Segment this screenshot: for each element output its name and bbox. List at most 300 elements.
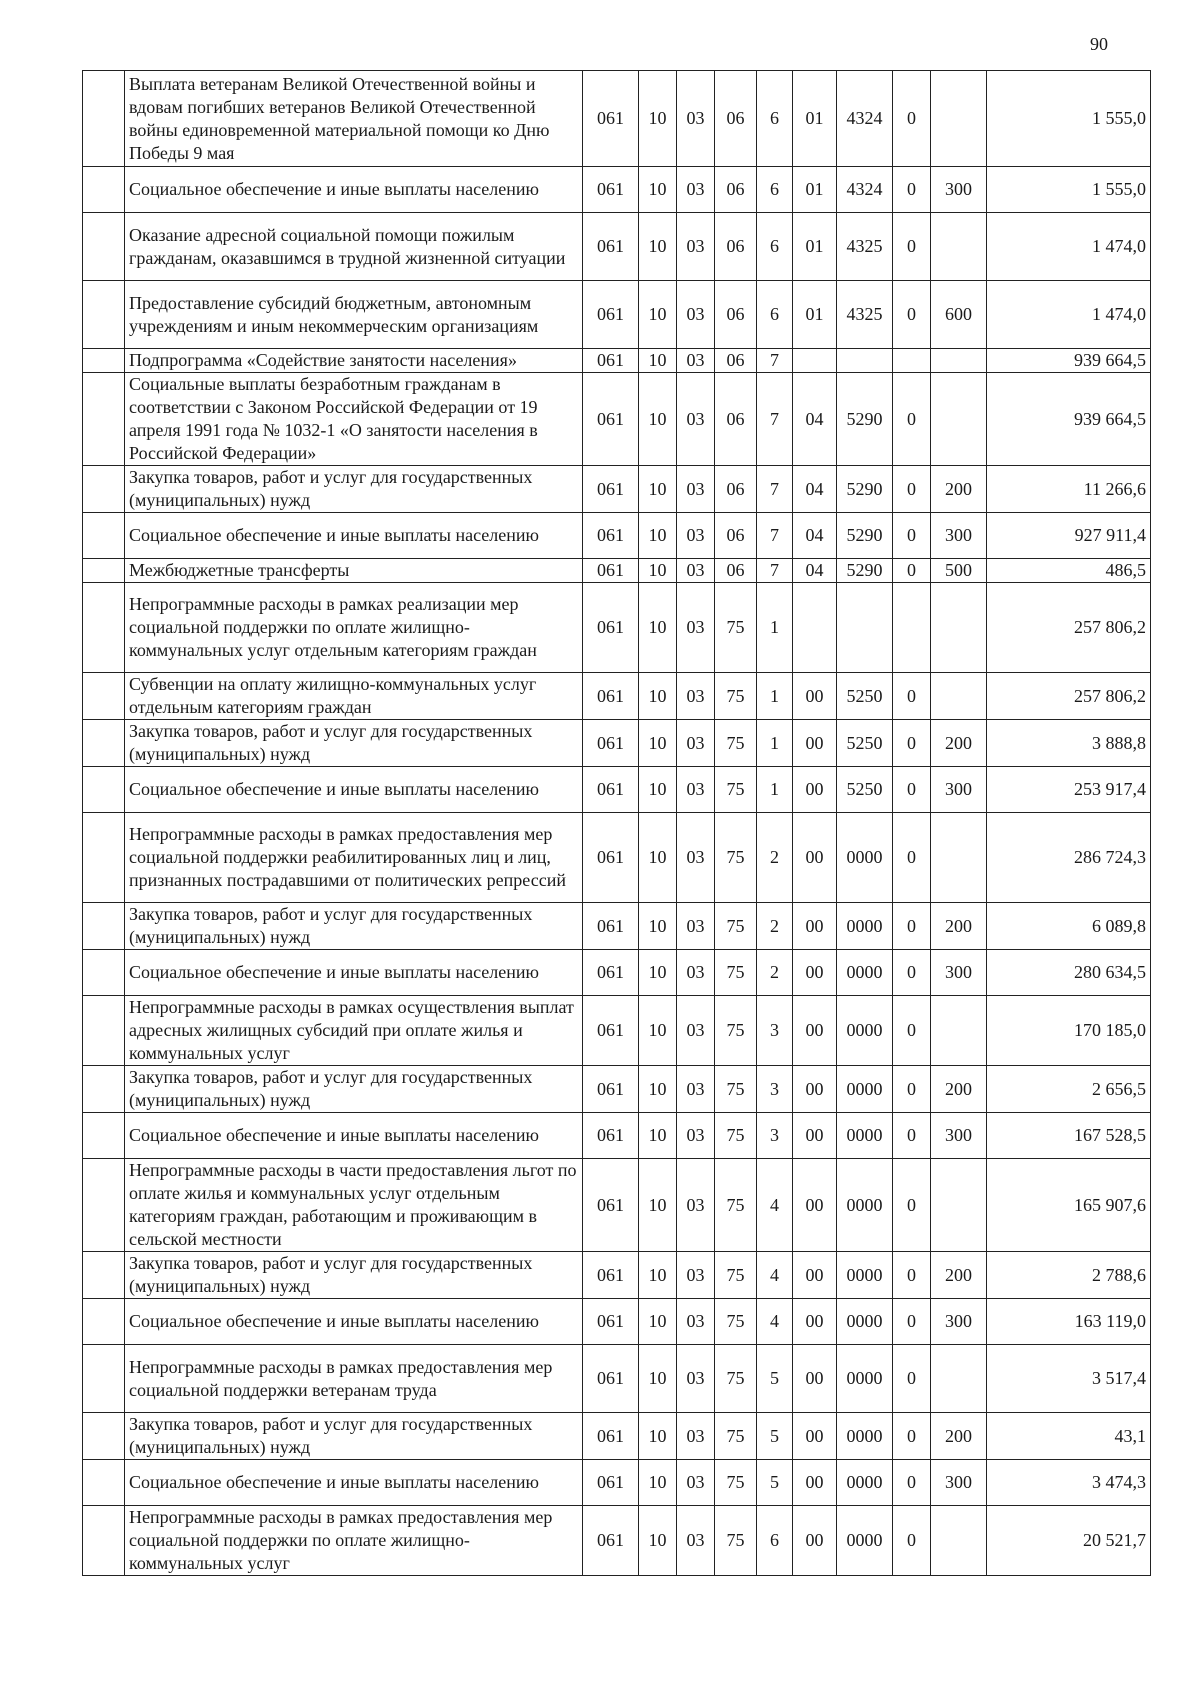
row-description: Закупка товаров, работ и услуг для государственных (муниципальных) нужд [125, 1252, 583, 1299]
program-code: 06 [715, 513, 757, 559]
table-row [83, 813, 1151, 903]
measure-code: 00 [793, 1345, 837, 1413]
subsection-code: 03 [677, 1299, 715, 1345]
subdirection-code: 0 [893, 1159, 931, 1252]
direction-code [837, 583, 893, 673]
subdirection-code: 0 [893, 559, 931, 583]
subsection-code: 03 [677, 1506, 715, 1576]
section-code: 10 [639, 1252, 677, 1299]
row-number-cell [83, 71, 125, 167]
subprogram-code: 7 [757, 559, 793, 583]
row-number-cell [83, 767, 125, 813]
subprogram-code: 1 [757, 673, 793, 720]
subprogram-code: 1 [757, 720, 793, 767]
subdirection-code: 0 [893, 513, 931, 559]
section-code: 10 [639, 720, 677, 767]
section-code: 10 [639, 1460, 677, 1506]
subdirection-code: 0 [893, 1113, 931, 1159]
row-description: Социальное обеспечение и иные выплаты населению [125, 1299, 583, 1345]
admin-code: 061 [583, 466, 639, 513]
subdirection-code: 0 [893, 1252, 931, 1299]
table-row [83, 1252, 1151, 1299]
program-code: 75 [715, 813, 757, 903]
subdirection-code: 0 [893, 903, 931, 950]
expense-type-code: 300 [931, 950, 987, 996]
subdirection-code: 0 [893, 767, 931, 813]
row-description: Предоставление субсидий бюджетным, автономным учреждениям и иным некоммерческим организациям [125, 281, 583, 349]
row-description: Закупка товаров, работ и услуг для государственных (муниципальных) нужд [125, 466, 583, 513]
subsection-code: 03 [677, 813, 715, 903]
admin-code: 061 [583, 673, 639, 720]
direction-code: 4325 [837, 213, 893, 281]
direction-code: 0000 [837, 1413, 893, 1460]
measure-code: 00 [793, 1413, 837, 1460]
admin-code: 061 [583, 1299, 639, 1345]
subdirection-code: 0 [893, 1460, 931, 1506]
subsection-code: 03 [677, 1066, 715, 1113]
measure-code: 04 [793, 513, 837, 559]
subprogram-code: 6 [757, 1506, 793, 1576]
subsection-code: 03 [677, 466, 715, 513]
section-code: 10 [639, 1413, 677, 1460]
table-row [83, 559, 1151, 583]
row-description: Закупка товаров, работ и услуг для государственных (муниципальных) нужд [125, 1413, 583, 1460]
admin-code: 061 [583, 903, 639, 950]
subdirection-code: 0 [893, 996, 931, 1066]
subprogram-code: 7 [757, 349, 793, 373]
row-amount: 6 089,8 [987, 903, 1151, 950]
table-row [83, 720, 1151, 767]
row-description: Выплата ветеранам Великой Отечественной войны и вдовам погибших ветеранов Великой Отечественной войны единовременной материальной помощи ко Дню Победы 9 мая [125, 71, 583, 167]
row-number-cell [83, 673, 125, 720]
subsection-code: 03 [677, 349, 715, 373]
subsection-code: 03 [677, 1460, 715, 1506]
row-amount: 2 788,6 [987, 1252, 1151, 1299]
row-number-cell [83, 1159, 125, 1252]
row-amount: 257 806,2 [987, 583, 1151, 673]
subdirection-code: 0 [893, 466, 931, 513]
table-row [83, 1413, 1151, 1460]
direction-code: 0000 [837, 1113, 893, 1159]
admin-code: 061 [583, 71, 639, 167]
measure-code: 00 [793, 813, 837, 903]
program-code: 75 [715, 1460, 757, 1506]
subprogram-code: 2 [757, 813, 793, 903]
expense-type-code [931, 1506, 987, 1576]
row-amount: 3 474,3 [987, 1460, 1151, 1506]
section-code: 10 [639, 167, 677, 213]
program-code: 06 [715, 213, 757, 281]
admin-code: 061 [583, 513, 639, 559]
expense-type-code [931, 1345, 987, 1413]
subsection-code: 03 [677, 1345, 715, 1413]
expense-type-code: 200 [931, 903, 987, 950]
table-row [83, 1159, 1151, 1252]
table-row [83, 213, 1151, 281]
program-code: 75 [715, 903, 757, 950]
measure-code: 01 [793, 281, 837, 349]
section-code: 10 [639, 1113, 677, 1159]
row-amount: 165 907,6 [987, 1159, 1151, 1252]
measure-code: 00 [793, 673, 837, 720]
direction-code: 0000 [837, 903, 893, 950]
measure-code: 00 [793, 1460, 837, 1506]
program-code: 75 [715, 1506, 757, 1576]
subprogram-code: 3 [757, 996, 793, 1066]
subprogram-code: 5 [757, 1345, 793, 1413]
admin-code: 061 [583, 559, 639, 583]
direction-code: 4325 [837, 281, 893, 349]
measure-code [793, 583, 837, 673]
subsection-code: 03 [677, 281, 715, 349]
admin-code: 061 [583, 1413, 639, 1460]
row-description: Социальное обеспечение и иные выплаты населению [125, 1460, 583, 1506]
section-code: 10 [639, 996, 677, 1066]
table-row [83, 1113, 1151, 1159]
measure-code: 04 [793, 559, 837, 583]
subprogram-code: 3 [757, 1113, 793, 1159]
admin-code: 061 [583, 1066, 639, 1113]
expense-type-code [931, 996, 987, 1066]
table-row [83, 903, 1151, 950]
table-row [83, 466, 1151, 513]
program-code: 06 [715, 466, 757, 513]
program-code: 06 [715, 373, 757, 466]
admin-code: 061 [583, 996, 639, 1066]
admin-code: 061 [583, 1113, 639, 1159]
row-amount: 167 528,5 [987, 1113, 1151, 1159]
row-number-cell [83, 349, 125, 373]
program-code: 75 [715, 1299, 757, 1345]
program-code: 75 [715, 673, 757, 720]
subdirection-code: 0 [893, 1299, 931, 1345]
table-row [83, 673, 1151, 720]
admin-code: 061 [583, 373, 639, 466]
program-code: 75 [715, 1066, 757, 1113]
row-amount: 11 266,6 [987, 466, 1151, 513]
row-number-cell [83, 559, 125, 583]
subdirection-code: 0 [893, 673, 931, 720]
page-number: 90 [1090, 34, 1108, 54]
program-code: 75 [715, 1159, 757, 1252]
table-row [83, 1506, 1151, 1576]
admin-code: 061 [583, 1345, 639, 1413]
row-description: Непрограммные расходы в рамках предоставления мер социальной поддержки по оплате жилищно-коммунальных услуг [125, 1506, 583, 1576]
subsection-code: 03 [677, 213, 715, 281]
section-code: 10 [639, 903, 677, 950]
subsection-code: 03 [677, 903, 715, 950]
admin-code: 061 [583, 1506, 639, 1576]
table-row [83, 349, 1151, 373]
expense-type-code: 300 [931, 167, 987, 213]
measure-code: 04 [793, 373, 837, 466]
table-row [83, 1460, 1151, 1506]
row-description: Социальное обеспечение и иные выплаты населению [125, 767, 583, 813]
expense-type-code [931, 1159, 987, 1252]
subdirection-code: 0 [893, 950, 931, 996]
table-row [83, 513, 1151, 559]
row-number-cell [83, 720, 125, 767]
subprogram-code: 3 [757, 1066, 793, 1113]
row-description: Социальное обеспечение и иные выплаты населению [125, 950, 583, 996]
row-number-cell [83, 813, 125, 903]
subsection-code: 03 [677, 996, 715, 1066]
row-description: Социальное обеспечение и иные выплаты населению [125, 167, 583, 213]
row-amount: 1 555,0 [987, 167, 1151, 213]
program-code: 06 [715, 349, 757, 373]
direction-code: 4324 [837, 167, 893, 213]
program-code: 75 [715, 1345, 757, 1413]
row-description: Оказание адресной социальной помощи пожилым гражданам, оказавшимся в трудной жизненной ситуации [125, 213, 583, 281]
subprogram-code: 4 [757, 1159, 793, 1252]
admin-code: 061 [583, 813, 639, 903]
row-amount: 253 917,4 [987, 767, 1151, 813]
subdirection-code: 0 [893, 813, 931, 903]
section-code: 10 [639, 813, 677, 903]
row-amount: 1 474,0 [987, 213, 1151, 281]
program-code: 75 [715, 1252, 757, 1299]
admin-code: 061 [583, 349, 639, 373]
row-amount: 939 664,5 [987, 373, 1151, 466]
subdirection-code: 0 [893, 281, 931, 349]
measure-code: 00 [793, 1299, 837, 1345]
admin-code: 061 [583, 583, 639, 673]
row-description: Подпрограмма «Содействие занятости населения» [125, 349, 583, 373]
subsection-code: 03 [677, 1252, 715, 1299]
table-row [83, 767, 1151, 813]
measure-code: 00 [793, 1066, 837, 1113]
section-code: 10 [639, 583, 677, 673]
row-amount: 939 664,5 [987, 349, 1151, 373]
admin-code: 061 [583, 1460, 639, 1506]
row-description: Закупка товаров, работ и услуг для государственных (муниципальных) нужд [125, 720, 583, 767]
subsection-code: 03 [677, 71, 715, 167]
direction-code: 5250 [837, 720, 893, 767]
section-code: 10 [639, 466, 677, 513]
program-code: 75 [715, 1413, 757, 1460]
expense-type-code: 300 [931, 767, 987, 813]
measure-code: 00 [793, 1159, 837, 1252]
subsection-code: 03 [677, 373, 715, 466]
row-number-cell [83, 1460, 125, 1506]
measure-code: 00 [793, 1113, 837, 1159]
row-amount: 927 911,4 [987, 513, 1151, 559]
subsection-code: 03 [677, 720, 715, 767]
direction-code: 0000 [837, 1252, 893, 1299]
measure-code: 01 [793, 213, 837, 281]
measure-code: 00 [793, 767, 837, 813]
direction-code: 5290 [837, 466, 893, 513]
measure-code: 00 [793, 1506, 837, 1576]
program-code: 06 [715, 281, 757, 349]
measure-code: 04 [793, 466, 837, 513]
admin-code: 061 [583, 1159, 639, 1252]
direction-code: 0000 [837, 1066, 893, 1113]
section-code: 10 [639, 1159, 677, 1252]
expense-type-code [931, 213, 987, 281]
section-code: 10 [639, 281, 677, 349]
subprogram-code: 1 [757, 583, 793, 673]
subdirection-code [893, 349, 931, 373]
row-description: Социальные выплаты безработным гражданам в соответствии с Законом Российской Федерации от 19 апреля 1991 года № 1032-1 «О занятости населения в Российской Федерации» [125, 373, 583, 466]
section-code: 10 [639, 513, 677, 559]
row-amount: 3 517,4 [987, 1345, 1151, 1413]
program-code: 06 [715, 71, 757, 167]
row-number-cell [83, 1506, 125, 1576]
section-code: 10 [639, 767, 677, 813]
program-code: 75 [715, 583, 757, 673]
direction-code: 0000 [837, 1345, 893, 1413]
admin-code: 061 [583, 167, 639, 213]
program-code: 75 [715, 950, 757, 996]
row-amount: 163 119,0 [987, 1299, 1151, 1345]
table-row [83, 1345, 1151, 1413]
expense-type-code [931, 373, 987, 466]
subdirection-code: 0 [893, 1066, 931, 1113]
direction-code: 0000 [837, 813, 893, 903]
expense-type-code: 200 [931, 1066, 987, 1113]
measure-code: 00 [793, 996, 837, 1066]
row-description: Закупка товаров, работ и услуг для государственных (муниципальных) нужд [125, 903, 583, 950]
admin-code: 061 [583, 767, 639, 813]
row-amount: 1 474,0 [987, 281, 1151, 349]
section-code: 10 [639, 373, 677, 466]
row-amount: 170 185,0 [987, 996, 1151, 1066]
subprogram-code: 7 [757, 513, 793, 559]
subdirection-code: 0 [893, 213, 931, 281]
row-number-cell [83, 1113, 125, 1159]
row-description: Социальное обеспечение и иные выплаты населению [125, 1113, 583, 1159]
measure-code: 00 [793, 1252, 837, 1299]
subprogram-code: 5 [757, 1460, 793, 1506]
section-code: 10 [639, 950, 677, 996]
table-row [83, 71, 1151, 167]
row-description: Непрограммные расходы в части предоставления льгот по оплате жилья и коммунальных услуг отдельным категориям граждан, работающим и проживающим в сельской местности [125, 1159, 583, 1252]
row-amount: 3 888,8 [987, 720, 1151, 767]
subprogram-code: 6 [757, 213, 793, 281]
table-row [83, 1066, 1151, 1113]
program-code: 06 [715, 167, 757, 213]
section-code: 10 [639, 71, 677, 167]
expense-type-code [931, 349, 987, 373]
measure-code: 00 [793, 950, 837, 996]
subprogram-code: 2 [757, 903, 793, 950]
direction-code: 0000 [837, 1299, 893, 1345]
subsection-code: 03 [677, 950, 715, 996]
subdirection-code: 0 [893, 1413, 931, 1460]
admin-code: 061 [583, 1252, 639, 1299]
admin-code: 061 [583, 720, 639, 767]
subprogram-code: 6 [757, 71, 793, 167]
section-code: 10 [639, 349, 677, 373]
row-amount: 20 521,7 [987, 1506, 1151, 1576]
direction-code: 0000 [837, 950, 893, 996]
subprogram-code: 4 [757, 1299, 793, 1345]
row-amount: 257 806,2 [987, 673, 1151, 720]
table-row [83, 583, 1151, 673]
expense-type-code: 300 [931, 1113, 987, 1159]
subprogram-code: 2 [757, 950, 793, 996]
subsection-code: 03 [677, 1413, 715, 1460]
subsection-code: 03 [677, 167, 715, 213]
expense-type-code: 200 [931, 466, 987, 513]
section-code: 10 [639, 1345, 677, 1413]
admin-code: 061 [583, 950, 639, 996]
direction-code: 4324 [837, 71, 893, 167]
row-amount: 286 724,3 [987, 813, 1151, 903]
row-number-cell [83, 1413, 125, 1460]
admin-code: 061 [583, 213, 639, 281]
subsection-code: 03 [677, 1113, 715, 1159]
subsection-code: 03 [677, 767, 715, 813]
budget-table [82, 70, 1151, 1576]
row-number-cell [83, 373, 125, 466]
direction-code: 0000 [837, 1506, 893, 1576]
row-number-cell [83, 281, 125, 349]
expense-type-code: 300 [931, 513, 987, 559]
table-row [83, 167, 1151, 213]
subsection-code: 03 [677, 583, 715, 673]
row-description: Непрограммные расходы в рамках предоставления мер социальной поддержки ветеранам труда [125, 1345, 583, 1413]
measure-code: 01 [793, 167, 837, 213]
section-code: 10 [639, 559, 677, 583]
row-number-cell [83, 1252, 125, 1299]
expense-type-code: 500 [931, 559, 987, 583]
direction-code: 5290 [837, 559, 893, 583]
measure-code: 00 [793, 720, 837, 767]
expense-type-code [931, 583, 987, 673]
subprogram-code: 7 [757, 466, 793, 513]
direction-code: 5250 [837, 767, 893, 813]
row-description: Субвенции на оплату жилищно-коммунальных услуг отдельным категориям граждан [125, 673, 583, 720]
subdirection-code: 0 [893, 1345, 931, 1413]
row-amount: 2 656,5 [987, 1066, 1151, 1113]
table-row [83, 1299, 1151, 1345]
row-description: Непрограммные расходы в рамках осуществления выплат адресных жилищных субсидий при оплате жилья и коммунальных услуг [125, 996, 583, 1066]
subprogram-code: 6 [757, 167, 793, 213]
section-code: 10 [639, 1506, 677, 1576]
subsection-code: 03 [677, 559, 715, 583]
row-number-cell [83, 1345, 125, 1413]
section-code: 10 [639, 1066, 677, 1113]
subprogram-code: 4 [757, 1252, 793, 1299]
subdirection-code: 0 [893, 720, 931, 767]
row-number-cell [83, 1299, 125, 1345]
measure-code: 01 [793, 71, 837, 167]
row-number-cell [83, 167, 125, 213]
subprogram-code: 7 [757, 373, 793, 466]
subprogram-code: 1 [757, 767, 793, 813]
subdirection-code: 0 [893, 71, 931, 167]
subdirection-code: 0 [893, 373, 931, 466]
row-description: Непрограммные расходы в рамках реализации мер социальной поддержки по оплате жилищно-коммунальных услуг отдельным категориям граждан [125, 583, 583, 673]
expense-type-code: 200 [931, 1413, 987, 1460]
expense-type-code [931, 673, 987, 720]
program-code: 06 [715, 559, 757, 583]
direction-code [837, 349, 893, 373]
table-row [83, 281, 1151, 349]
row-number-cell [83, 513, 125, 559]
measure-code [793, 349, 837, 373]
section-code: 10 [639, 1299, 677, 1345]
direction-code: 5290 [837, 513, 893, 559]
row-number-cell [83, 583, 125, 673]
row-description: Непрограммные расходы в рамках предоставления мер социальной поддержки реабилитированных лиц и лиц, признанных пострадавшими от политических репрессий [125, 813, 583, 903]
program-code: 75 [715, 996, 757, 1066]
direction-code: 0000 [837, 1159, 893, 1252]
row-description: Межбюджетные трансферты [125, 559, 583, 583]
subdirection-code [893, 583, 931, 673]
